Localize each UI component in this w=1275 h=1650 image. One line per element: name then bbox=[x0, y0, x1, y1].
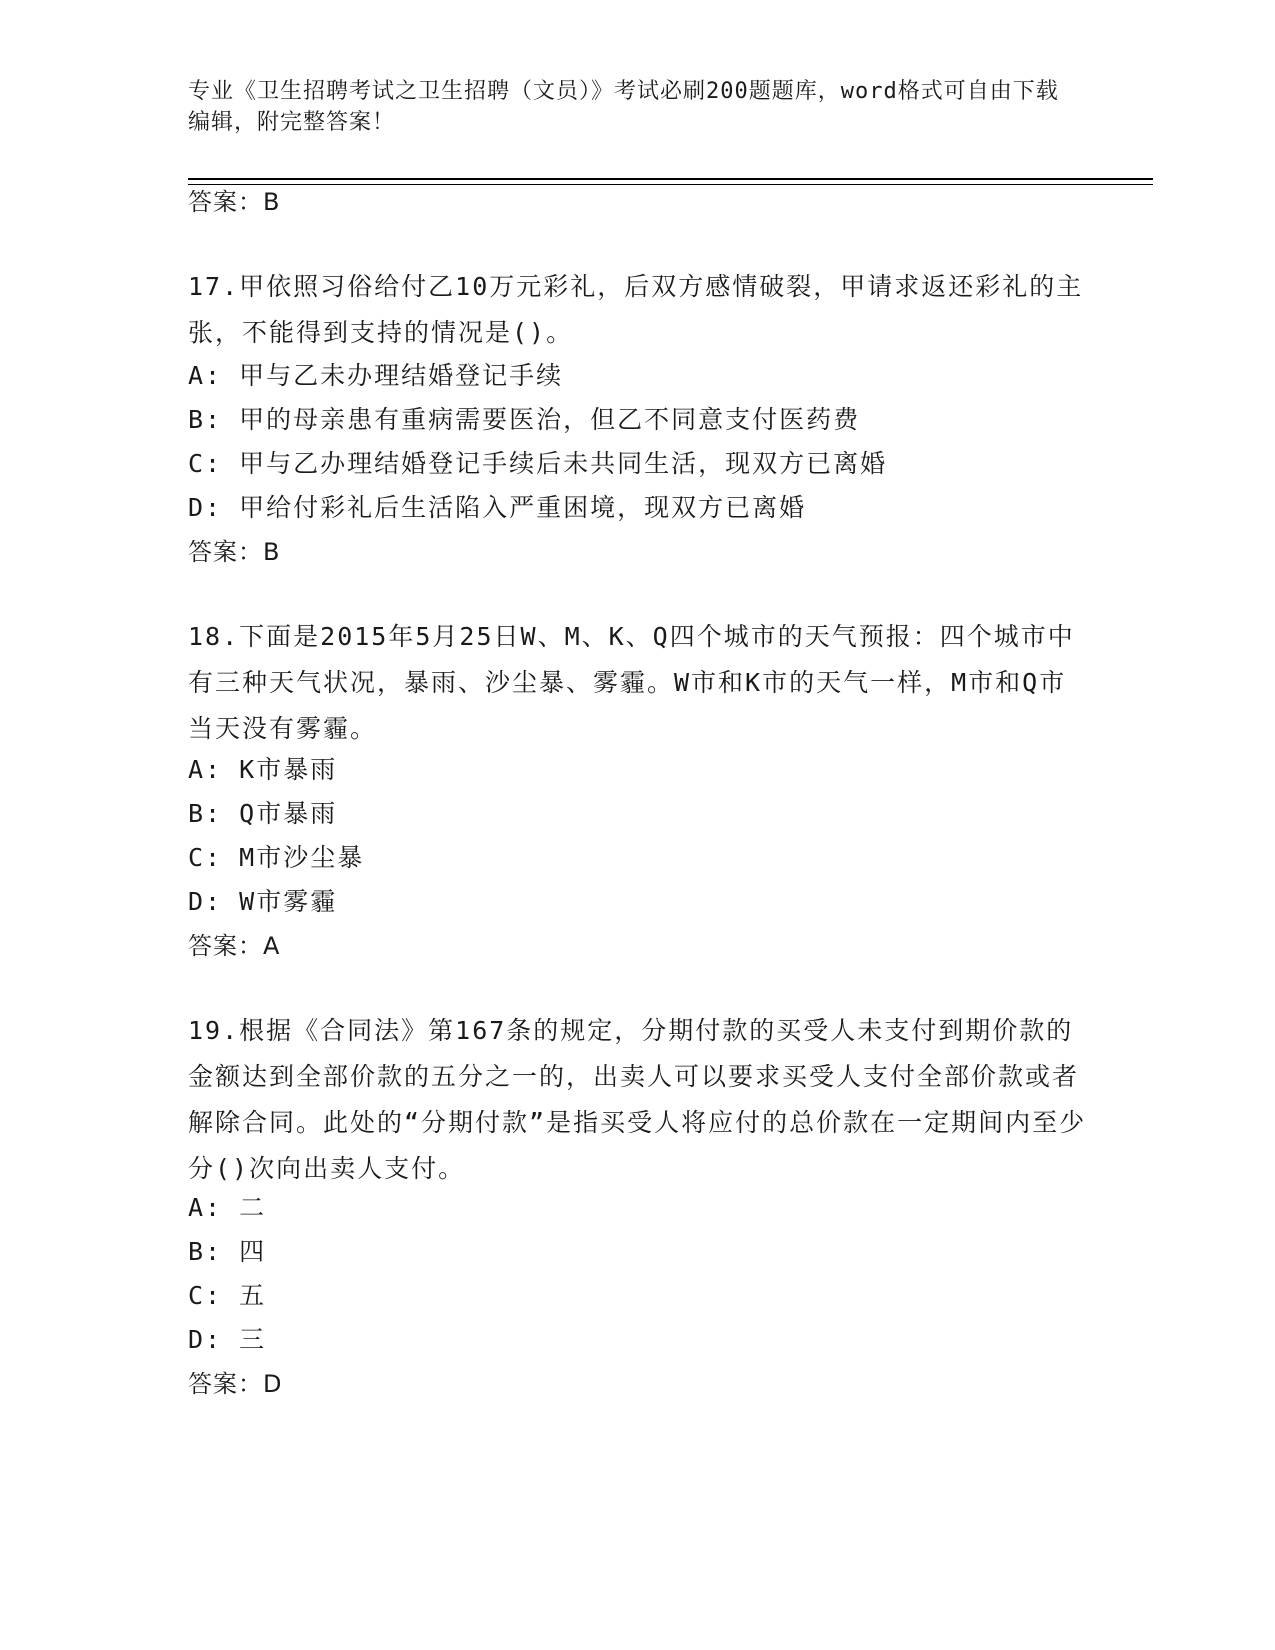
document-header: 专业《卫生招聘考试之卫生招聘（文员）》考试必刷200题题库，word格式可自由下载编辑，附完整答案！ bbox=[188, 79, 1059, 135]
question-text: 19.根据《合同法》第167条的规定，分期付款的买受人未支付到期价款的金额达到全部价款的五分之一的，出卖人可以要求买受人支付全部价款或者解除合同。此处的“分期付款”是指买受人将应付的总价款在一定期间内至少分()次向出卖人支付。 bbox=[188, 1016, 1087, 1183]
option-c: C: M市沙尘暴 bbox=[188, 843, 365, 872]
option-a: A: K市暴雨 bbox=[188, 755, 338, 784]
option-a: A: 甲与乙未办理结婚登记手续 bbox=[188, 361, 564, 390]
option-d: D: 三 bbox=[188, 1325, 267, 1354]
option-b: B: 四 bbox=[188, 1237, 267, 1266]
option-b: B: Q市暴雨 bbox=[188, 799, 338, 828]
question-text: 17.甲依照习俗给付乙10万元彩礼，后双方感情破裂，甲请求返还彩礼的主张，不能得到支持的情况是()。 bbox=[188, 272, 1084, 347]
answer-line: 答案：B bbox=[188, 188, 281, 216]
option-d: D: W市雾霾 bbox=[188, 887, 338, 916]
option-c: C: 甲与乙办理结婚登记手续后未共同生活，现双方已离婚 bbox=[188, 449, 888, 478]
answer-line: 答案：D bbox=[188, 1370, 283, 1398]
option-a: A: 二 bbox=[188, 1193, 267, 1222]
answer-line: 答案：B bbox=[188, 538, 281, 566]
option-b: B: 甲的母亲患有重病需要医治，但乙不同意支付医药费 bbox=[188, 405, 861, 434]
answer-line: 答案：A bbox=[188, 932, 281, 960]
header-rule-thick bbox=[188, 178, 1153, 180]
question-text: 18.下面是2015年5月25日W、M、K、Q四个城市的天气预报：四个城市中有三种天气状况，暴雨、沙尘暴、雾霾。W市和K市的天气一样，M市和Q市当天没有雾霾。 bbox=[188, 622, 1075, 743]
option-d: D: 甲给付彩礼后生活陷入严重困境，现双方已离婚 bbox=[188, 493, 807, 522]
header-rule-thin bbox=[188, 184, 1153, 185]
option-c: C: 五 bbox=[188, 1281, 267, 1310]
